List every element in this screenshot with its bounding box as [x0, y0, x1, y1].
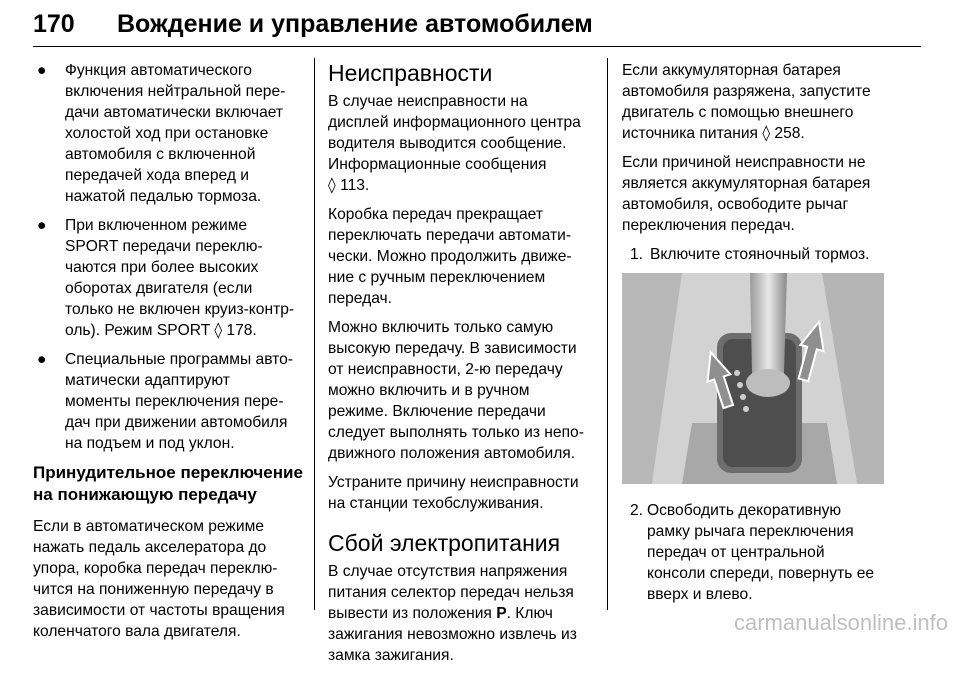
gear-lever-image — [622, 273, 884, 484]
paragraph: Коробка передач прекращает переключать передачи автомати‐ чески. Можно продолжить движе‐ ние с ручным переключением передач. — [328, 206, 572, 307]
bullet-icon: ● — [37, 217, 47, 234]
section-heading: Неисправности — [328, 60, 493, 86]
page-header — [33, 8, 928, 48]
paragraph: В случае неисправности на дисплей информационного центра водителя выводится сообщение. Информационные сообщения ◊ 113. — [328, 93, 581, 194]
paragraph: Если причиной неисправности не является аккумуляторная батарея автомобиля, освободите рычаг переключения передач. — [622, 154, 871, 234]
column-left — [33, 60, 301, 650]
page-ref-arrow-icon: ◊ — [328, 176, 336, 194]
paragraph: Если в автоматическом режиме нажать педаль акселератора до упора, коробка передач переклю‐ чится на пониженную передачу в зависимости от частоты вращения коленчатого вала двигателя. — [33, 518, 285, 640]
column-divider — [314, 58, 315, 610]
bullet-icon: ● — [37, 351, 47, 368]
page-reference-link[interactable]: 258. — [774, 125, 805, 142]
paragraph: Если аккумуляторная батарея автомобиля разряжена, запустите двигатель с помощью внешнего источника питания ◊ 258. — [622, 62, 871, 142]
bullet-icon: ● — [37, 62, 47, 79]
gear-lever-illustration — [622, 273, 884, 484]
header-rule — [33, 46, 921, 47]
paragraph: Устраните причину неисправности на станции техобслуживания. — [328, 474, 579, 512]
page-ref-arrow-icon: ◊ — [214, 321, 223, 339]
list-item: ● При включенном режиме SPORT передачи переклю‐ чаются при более высоких оборотах двигателя (если только не включен круиз-контр‐ оль). Режим SPORT ◊ 178. — [37, 217, 295, 339]
list-item: ● Специальные программы авто‐ матически адаптируют моменты переключения пере‐ дач при движении автомобиля на подъем и под уклон. — [37, 351, 293, 452]
watermark: carmanualsonline.info — [733, 610, 948, 635]
section-heading: Принудительное переключение на понижающую передачу — [33, 463, 303, 504]
page-ref-arrow-icon: ◊ — [762, 124, 771, 142]
page-number: 170 — [33, 10, 75, 38]
section-heading: Сбой электропитания — [328, 530, 561, 556]
page-reference-link[interactable]: 113. — [340, 177, 370, 194]
column-right — [622, 60, 890, 611]
step-item: 1. Включите стояночный тормоз. — [630, 246, 870, 263]
list-item: ● Функция автоматического включения нейтральной пере‐ дачи автоматически включает холостой ход при остановке автомобиля с включенной передачей хода вперед и нажатой педалью тормоза. — [37, 62, 286, 205]
page-reference-link[interactable]: 178. — [226, 322, 257, 339]
column-divider — [607, 58, 608, 610]
paragraph: Можно включить только самую высокую передачу. В зависимости от неисправности, 2-ю передачу можно включить и в ручном режиме. Включение передачи следует выполнять только из непо‐ движного положения автомобиля. — [328, 319, 584, 462]
page-title: Вождение и управление автомобилем — [117, 10, 593, 38]
paragraph: В случае отсутствия напряжения питания селектор передач нельзя вывести из положения P. Ключ зажигания невозможно извлечь из замка зажигания. — [328, 563, 577, 664]
step-item: 2. Освободить декоративную рамку рычага переключения передач от центральной консоли спереди, повернуть ее вверх и влево. — [630, 502, 875, 603]
column-middle — [328, 60, 596, 674]
